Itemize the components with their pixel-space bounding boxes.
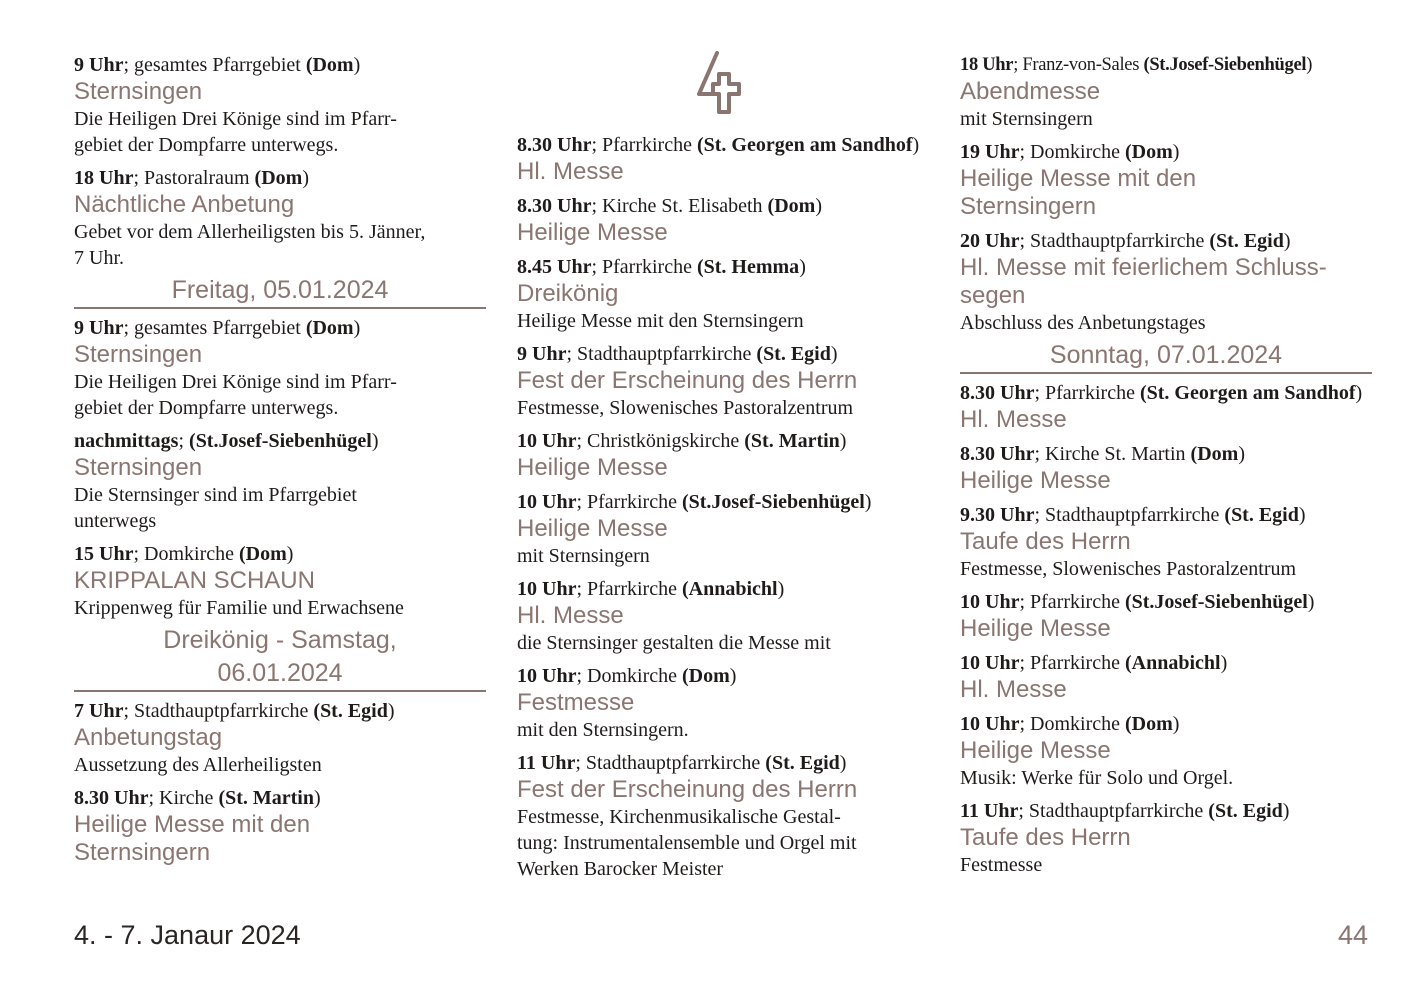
four-cross-logo-icon [693, 50, 749, 120]
event-title: Hl. Messe [517, 602, 624, 629]
event-title: Fest der Erscheinung des Herrn [517, 367, 858, 394]
event-title: Taufe des Herrn [960, 824, 1131, 851]
event-time-location: 20 Uhr; Stadthauptpfarrkirche (St. Egid) [960, 230, 1291, 252]
page-number: 44 [1337, 920, 1368, 950]
event-time: 18 Uhr [960, 55, 1014, 75]
event-place: Pfarrkirche [1045, 382, 1135, 404]
event-title: Hl. Messe [960, 406, 1067, 433]
event-parish: (Dom [1125, 141, 1173, 163]
event-parish: (St. Martin [744, 430, 840, 452]
event-description: Festmesse, Kirchenmusikalische Gestal- tung: Instrumentalensemble und Orgel mit Werken Barocker Meister [517, 806, 857, 880]
event-parish-name: St. Egid [1216, 230, 1284, 252]
event-parish: (St. Georgen am Sandhof [1139, 382, 1356, 404]
event-description: mit Sternsingern [517, 545, 650, 567]
event-time-location: 10 Uhr; Pfarrkirche (St.Josef-Siebenhügel) [960, 591, 1315, 613]
event-item [517, 428, 929, 482]
event-item [74, 52, 486, 158]
event-title: Anbetungstag [74, 724, 223, 751]
event-place: Kirche [159, 787, 214, 809]
event-parish: (St. Egid [1224, 504, 1299, 526]
event-time: 8.45 Uhr [517, 256, 592, 278]
event-title: Heilige Messe [517, 219, 668, 246]
event-parish: (St.Josef-Siebenhügel [1143, 55, 1307, 75]
event-item [960, 798, 1372, 878]
event-place: Pfarrkirche [602, 134, 692, 156]
event-parish-name: Dom [1197, 443, 1239, 465]
event-place: Stadthauptpfarrkirche [1028, 800, 1204, 822]
event-item [960, 650, 1372, 704]
event-parish: (Dom [254, 167, 303, 189]
event-parish-name: Dom [245, 543, 287, 565]
event-place: gesamtes Pfarrgebiet [134, 54, 301, 76]
event-place: Pfarrkirche [587, 578, 677, 600]
event-parish: (St. Egid [1208, 800, 1283, 822]
event-parish: (Annabichl [1124, 652, 1221, 674]
event-place: Kirche St. Elisabeth [602, 195, 763, 217]
event-time-location: 8.30 Uhr; Kirche St. Martin (Dom) [960, 443, 1245, 465]
event-time-location: 18 Uhr; Franz-von-Sales (St.Josef-Siebenhügel) [960, 55, 1313, 75]
event-parish-name: Dom [312, 54, 354, 76]
event-item [517, 750, 929, 882]
event-place: Pfarrkirche [587, 491, 677, 513]
event-description: Festmesse, Slowenisches Pastoralzentrum [517, 397, 854, 419]
event-time-location: 10 Uhr; Domkirche (Dom) [517, 665, 737, 687]
event-place: Pastoralraum [144, 167, 250, 189]
event-place: Kirche St. Martin [1045, 443, 1186, 465]
event-parish: (Dom [1190, 443, 1239, 465]
event-parish: (Dom [305, 54, 354, 76]
event-place: Christkönigskirche [587, 430, 740, 452]
event-parish-name: St. Martin [225, 787, 314, 809]
event-parish-name: St. Egid [320, 700, 388, 722]
event-time: 11 Uhr [517, 752, 576, 774]
event-item [960, 380, 1372, 434]
event-place: Pfarrkirche [602, 256, 692, 278]
event-description: Abschluss des Anbetungstages [960, 312, 1206, 334]
event-parish: (St.Josef-Siebenhügel [681, 491, 865, 513]
event-parish-name: Dom [1131, 141, 1173, 163]
event-place: Pfarrkirche [1030, 591, 1120, 613]
event-place: Franz-von-Sales [1022, 55, 1140, 75]
event-time: 15 Uhr [74, 543, 134, 565]
event-time: 10 Uhr [517, 578, 577, 600]
event-parish: (St. Georgen am Sandhof [696, 134, 913, 156]
event-parish-name: St.Josef-Siebenhügel [688, 491, 865, 513]
event-description: Die Sternsinger sind im Pfarrgebiet unterwegs [74, 484, 357, 532]
event-item [517, 663, 929, 743]
event-parish-name: St. Georgen am Sandhof [1146, 382, 1356, 404]
event-item [960, 711, 1372, 791]
event-time: 8.30 Uhr [517, 134, 592, 156]
event-title: Abendmesse [960, 78, 1101, 105]
event-item [74, 315, 486, 421]
event-item [960, 52, 1372, 132]
event-time-location: 8.30 Uhr; Pfarrkirche (St. Georgen am Sandhof) [960, 382, 1363, 404]
event-time-location: 10 Uhr; Pfarrkirche (Annabichl) [960, 652, 1228, 674]
event-time-location: 7 Uhr; Stadthauptpfarrkirche (St. Egid) [74, 700, 395, 722]
event-item [960, 502, 1372, 582]
event-description: Aussetzung des Allerheiligsten [74, 754, 322, 776]
event-title: Hl. Messe mit feierlichem Schluss- segen [960, 254, 1327, 309]
event-time-location: 8.45 Uhr; Pfarrkirche (St. Hemma) [517, 256, 806, 278]
event-time-location: 10 Uhr; Domkirche (Dom) [960, 713, 1180, 735]
event-description: Gebet vor dem Allerheiligsten bis 5. Jänner, 7 Uhr. [74, 221, 426, 269]
event-description: mit Sternsingern [960, 108, 1093, 130]
event-time: 9 Uhr [74, 54, 124, 76]
event-place: Pfarrkirche [1030, 652, 1120, 674]
event-item [517, 341, 929, 421]
event-parish: (St. Egid [756, 343, 831, 365]
event-time-location: 10 Uhr; Pfarrkirche (Annabichl) [517, 578, 785, 600]
event-time: 8.30 Uhr [960, 382, 1035, 404]
event-item [74, 428, 486, 534]
event-item [960, 441, 1372, 495]
event-item [517, 132, 929, 186]
day-heading: Freitag, 05.01.2024 [74, 274, 486, 309]
event-place: Stadthauptpfarrkirche [585, 752, 761, 774]
event-title: Heilige Messe [960, 467, 1111, 494]
event-parish: (St. Martin [218, 787, 314, 809]
event-parish-name: St.Josef-Siebenhügel [195, 430, 372, 452]
event-item [517, 489, 929, 569]
event-time-location: 10 Uhr; Pfarrkirche (St.Josef-Siebenhügel) [517, 491, 872, 513]
event-parish-name: St. Egid [1214, 800, 1283, 822]
event-item [74, 698, 486, 778]
event-time-location: 9 Uhr; Stadthauptpfarrkirche (St. Egid) [517, 343, 838, 365]
event-parish: (St.Josef-Siebenhügel [189, 430, 372, 452]
event-parish-name: St.Josef-Siebenhügel [1131, 591, 1308, 613]
event-item [517, 254, 929, 334]
event-time-location: 19 Uhr; Domkirche (Dom) [960, 141, 1180, 163]
event-place: Domkirche [587, 665, 677, 687]
event-item [960, 228, 1372, 336]
event-title: Heilige Messe [960, 615, 1111, 642]
event-time-location: 8.30 Uhr; Pfarrkirche (St. Georgen am Sandhof) [517, 134, 920, 156]
event-parish-name: Dom [312, 317, 354, 339]
event-time-location: 9 Uhr; gesamtes Pfarrgebiet (Dom) [74, 54, 361, 76]
event-title: Heilige Messe mit den Sternsingern [960, 165, 1197, 220]
event-item [74, 541, 486, 621]
event-time: 8.30 Uhr [517, 195, 592, 217]
footer-date-range: 4. - 7. Janaur 2024 [74, 920, 301, 950]
event-time-location: 11 Uhr; Stadthauptpfarrkirche (St. Egid) [517, 752, 847, 774]
event-place: Domkirche [144, 543, 234, 565]
event-parish-name: Dom [1131, 713, 1173, 735]
event-title: Hl. Messe [517, 158, 624, 185]
event-item [517, 193, 929, 247]
event-parish: (Dom [305, 317, 354, 339]
day-heading: Dreikönig - Samstag, 06.01.2024 [74, 624, 486, 692]
event-place: Domkirche [1030, 713, 1120, 735]
event-time: 18 Uhr [74, 167, 134, 189]
day-heading: Sonntag, 07.01.2024 [960, 339, 1372, 374]
event-parish: (St. Egid [765, 752, 840, 774]
event-description: die Sternsinger gestalten die Messe mit [517, 632, 831, 654]
event-title: Heilige Messe [517, 515, 668, 542]
event-item [517, 576, 929, 656]
event-place: gesamtes Pfarrgebiet [134, 317, 301, 339]
event-parish: (St. Egid [313, 700, 388, 722]
event-parish: (St.Josef-Siebenhügel [1124, 591, 1308, 613]
event-time: 8.30 Uhr [960, 443, 1035, 465]
event-parish-name: St. Egid [1231, 504, 1299, 526]
event-time-location: 10 Uhr; Christkönigskirche (St. Martin) [517, 430, 847, 452]
event-parish: (St. Egid [1209, 230, 1284, 252]
event-time-location: nachmittags; (St.Josef-Siebenhügel) [74, 430, 379, 452]
column-right [960, 52, 1372, 885]
event-title: Sternsingen [74, 341, 203, 368]
event-description: Krippenweg für Familie und Erwachsene [74, 597, 404, 619]
event-parish: (Dom [239, 543, 287, 565]
event-description: Heilige Messe mit den Sternsingern [517, 310, 804, 332]
event-time: 9 Uhr [517, 343, 567, 365]
event-time-location: 9 Uhr; gesamtes Pfarrgebiet (Dom) [74, 317, 361, 339]
event-title: Dreikönig [517, 280, 619, 307]
event-parish-name: Dom [261, 167, 303, 189]
event-parish-name: Dom [688, 665, 730, 687]
event-time-location: 8.30 Uhr; Kirche (St. Martin) [74, 787, 321, 809]
event-time: 10 Uhr [960, 591, 1020, 613]
event-title: Heilige Messe [960, 737, 1111, 764]
event-parish: (Dom [767, 195, 816, 217]
event-parish-name: Dom [774, 195, 816, 217]
event-time: 10 Uhr [517, 491, 577, 513]
event-time-location: 11 Uhr; Stadthauptpfarrkirche (St. Egid) [960, 800, 1290, 822]
event-time-location: 8.30 Uhr; Kirche St. Elisabeth (Dom) [517, 195, 822, 217]
event-description: Musik: Werke für Solo und Orgel. [960, 767, 1234, 789]
event-place: Stadthauptpfarrkirche [577, 343, 752, 365]
event-time: nachmittags [74, 430, 179, 452]
event-item [74, 785, 486, 867]
event-parish: (Dom [682, 665, 730, 687]
event-item [960, 589, 1372, 643]
event-time-location: 15 Uhr; Domkirche (Dom) [74, 543, 294, 565]
event-description: Die Heiligen Drei Könige sind im Pfarr- gebiet der Dompfarre unterwegs. [74, 371, 397, 419]
event-parish-name: Annabichl [1131, 652, 1221, 674]
event-time: 8.30 Uhr [74, 787, 149, 809]
event-item [74, 165, 486, 271]
event-item [960, 139, 1372, 221]
event-title: Sternsingen [74, 78, 203, 105]
event-time: 20 Uhr [960, 230, 1020, 252]
event-title: Nächtliche Anbetung [74, 191, 295, 218]
event-title: Sternsingen [74, 454, 203, 481]
event-time: 7 Uhr [74, 700, 124, 722]
event-description: Festmesse, Slowenisches Pastoralzentrum [960, 558, 1297, 580]
event-place: Stadthauptpfarrkirche [1030, 230, 1205, 252]
event-time: 10 Uhr [517, 665, 577, 687]
event-title: Heilige Messe [517, 454, 668, 481]
event-place: Stadthauptpfarrkirche [1045, 504, 1220, 526]
event-place: Domkirche [1030, 141, 1120, 163]
event-title: Heilige Messe mit den Sternsingern [74, 811, 311, 866]
event-parish-name: St. Martin [750, 430, 840, 452]
event-parish-name: St. Egid [771, 752, 840, 774]
event-time: 9.30 Uhr [960, 504, 1035, 526]
event-time: 11 Uhr [960, 800, 1019, 822]
column-left [74, 52, 486, 874]
event-place: Stadthauptpfarrkirche [134, 700, 309, 722]
event-parish-name: St.Josef-Siebenhügel [1149, 55, 1307, 75]
event-description: Die Heiligen Drei Könige sind im Pfarr- gebiet der Dompfarre unterwegs. [74, 108, 397, 156]
event-title: Taufe des Herrn [960, 528, 1131, 555]
event-time: 10 Uhr [960, 713, 1020, 735]
event-time: 9 Uhr [74, 317, 124, 339]
event-parish-name: St. Georgen am Sandhof [703, 134, 913, 156]
event-title: Festmesse [517, 689, 635, 716]
event-time: 19 Uhr [960, 141, 1020, 163]
event-title: Fest der Erscheinung des Herrn [517, 776, 858, 803]
event-parish-name: Annabichl [688, 578, 778, 600]
event-title: KRIPPALAN SCHAUN [74, 567, 315, 594]
event-parish: (Annabichl [681, 578, 778, 600]
event-time-location: 18 Uhr; Pastoralraum (Dom) [74, 167, 309, 189]
event-time: 10 Uhr [960, 652, 1020, 674]
event-description: Festmesse [960, 854, 1043, 876]
event-parish: (St. Hemma [696, 256, 800, 278]
event-title: Hl. Messe [960, 676, 1067, 703]
event-description: mit den Sternsingern. [517, 719, 689, 741]
column-middle [517, 132, 929, 889]
event-parish-name: St. Egid [763, 343, 831, 365]
event-parish-name: St. Hemma [703, 256, 800, 278]
event-time-location: 9.30 Uhr; Stadthauptpfarrkirche (St. Egid) [960, 504, 1306, 526]
event-time: 10 Uhr [517, 430, 577, 452]
event-parish: (Dom [1125, 713, 1173, 735]
